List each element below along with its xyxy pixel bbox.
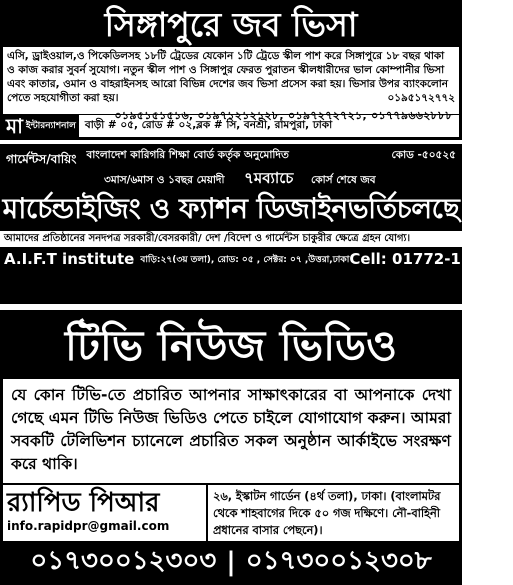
approval-label: বাংলাদেশ কারিগরি শিক্ষা বোর্ড কর্তৃক অনুমোদিত <box>86 149 289 161</box>
approval-code: কোড -৫০৫২৫ <box>391 149 456 161</box>
course-duration: ৩মাস/৬মাস ও ১বছর মেয়াদী <box>104 174 225 186</box>
ad-title: টিভি নিউজ ভিডিও <box>3 313 459 379</box>
brand-email: info.rapidpr@gmail.com <box>7 519 170 533</box>
brand-name: র‍্যাপিড পিআর <box>7 488 160 518</box>
job-after-course: কোর্স শেষে জব <box>311 174 376 186</box>
institute-name: A.I.F.T institute <box>4 250 135 268</box>
ad-body: যে কোন টিভি-তে প্রচারিত আপনার সাক্ষাৎকারের বা আপনাকে দেখা গেছে এমন টিভি নিউজ ভিডিও পেতে চাইলে যোগাযোগ করুন। আমরা সবকটি টেলিভিশন চ্যানেলে প্রচারিত সকল অনুষ্ঠান আর্কাইভে সংরক্ষণ করে থাকি। <box>11 386 451 473</box>
ad-body <box>3 47 459 105</box>
institute-address: বাড়ি:২৭(৩য় তলা), রোড: ০৫ , সেক্টর: ০৭ ,উত্তরা,ঢাকা <box>140 254 350 265</box>
certificate-note: আমাদের প্রতিষ্ঠানের সনদপত্র সরকারী/বেসরকারী/ দেশ /বিদেশ ও গার্মেন্টস চাকুরীর ক্ষেত্রে গ্রহন যোগ্য। <box>0 231 462 247</box>
company-logo: মা <box>3 115 26 137</box>
institute-row <box>0 247 513 268</box>
phone-number-1: ০১৭৩০০১২৩০৩ <box>30 545 217 576</box>
phone-list: ০১৯৫১৫১৫১৬, ০১৯৭১২১২১২৮, ০১৯৭২৭২৭২১, ০১৭৭৯৬৬২৮৮৮ <box>114 109 453 122</box>
ad-footer <box>3 114 459 137</box>
phone-number-2: ০১৭৩০০১২৩০৮ <box>245 545 432 576</box>
phone-bar <box>3 541 459 582</box>
ad-title: সিঙ্গাপুরে জব ভিসা <box>3 3 459 47</box>
ad-body-text: এসি, ড্রাইওয়াল,ও পিকেডিলসহ ১৮টি ট্রেডের যেকোন ১টি ট্রেডে স্কীল পাশ করে সিঙ্গাপুরে ১৮ বছর থাকা ও কাজ করার সুবর্ন সুযোগ। নতুন স্কীল পাশ ও সিঙ্গাপুর ফেরত পুরাতন স্কীলধারীদের ভাল কোম্পানীর ভিসা এবং কাতার, ওমান ও বাহরাইনসহ আরো বিভিন্ন দেশের জব ভিসা প্রসেস করা হয়। ভিসার উপর ব্যাংকলোন পেতে সহযোগীতা করা হয়। <box>7 50 448 104</box>
institute-cell: Cell: 01772-125014 <box>349 250 513 268</box>
batch-number: ৭মব্যাচে <box>244 169 294 187</box>
brand-block <box>3 485 208 543</box>
ad-header-row <box>0 144 462 171</box>
approval-text <box>86 148 456 162</box>
course-info-row <box>0 171 462 187</box>
company-address: বাড়ী # ০৫, রোড # ০২,ব্লক # সি, বনশ্রী, রামপুরা, ঢাকা <box>84 118 333 131</box>
contact-row <box>3 483 459 545</box>
tv-news-video-ad <box>0 310 462 585</box>
brand-address: ২৬, ইস্কাটন গার্ডেন (৪র্থ তলা), ঢাকা। (বাংলামটর থেকে শাহবাগের দিকে ৫০ গজ দক্ষিণে। নৌ-বাহিনী প্রধানের বাসার পেছনে)। <box>213 490 441 537</box>
phone-separator: | <box>226 546 236 577</box>
category-tag: গার্মেন্টস/বায়িং <box>6 152 77 166</box>
company-logo-subtitle: ইন্টারন্যাশনাল <box>26 115 79 137</box>
highlight-phone: ০১৯৫১৭২৭৭২ <box>387 92 455 104</box>
fashion-institute-ad <box>0 144 513 304</box>
singapore-visa-ad <box>0 0 462 140</box>
ad-headline: মার্চেন্ডাইজিং ও ফ্যাশন ডিজাইনভর্তিচলছে <box>2 192 460 225</box>
